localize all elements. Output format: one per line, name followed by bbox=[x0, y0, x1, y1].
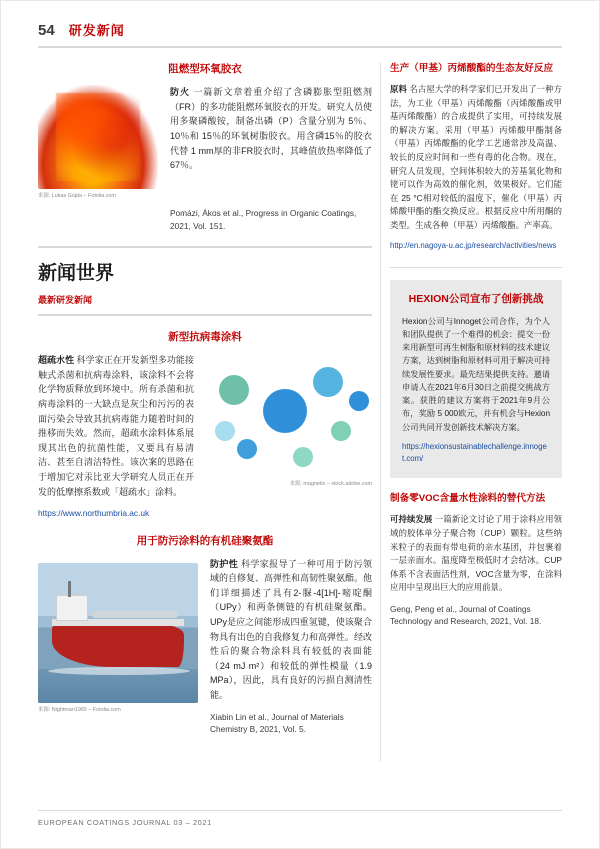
header-divider bbox=[38, 46, 562, 48]
article-body bbox=[390, 83, 562, 233]
virus-particle bbox=[349, 391, 369, 411]
article-source: Xiabin Lin et al., Journal of Materials Chemistry B, 2021, Vol. 5. bbox=[210, 711, 344, 734]
article-body bbox=[390, 513, 562, 595]
article-link[interactable]: https://www.northumbria.ac.uk bbox=[38, 508, 150, 519]
right-column bbox=[390, 62, 562, 644]
article-flame-retardant-gelcoat bbox=[38, 62, 372, 232]
article-body bbox=[210, 557, 372, 703]
article-silicone-polyurethane bbox=[38, 534, 372, 736]
ship-hull bbox=[52, 625, 184, 667]
virus-particle bbox=[215, 421, 235, 441]
box-body: Hexion公司与Innoget公司合作，为个人和团队提供了一个难得的机会：提交一份来用新型可再生树脂和原材料的技术建议方案，达到树脂和原材料可用于解决可持续发展性要求。最先结果提供支持。邀请申请人在2021年6月30日之前提交挑战方案。获胜的建议方案将于2021年9月公布，奖励 5 000欧元，并有机会与Hexion公司共同开发创新技术解决方案。 bbox=[402, 316, 550, 432]
virus-particle bbox=[237, 439, 257, 459]
right-column-divider bbox=[390, 267, 562, 268]
article-zero-voc-waterborne bbox=[390, 492, 562, 627]
article-body bbox=[38, 353, 194, 499]
box-title: HEXION公司宣布了创新挑战 bbox=[408, 293, 544, 306]
article-title: 制备零VOC含量水性涂料的替代方法 bbox=[390, 493, 546, 505]
section-title: 新闻世界 bbox=[38, 263, 115, 285]
image-credit: 来源: magnetix – stock.adobe.com bbox=[289, 481, 372, 488]
image-credit: 来源: Nightman1965 – Fotolia.com bbox=[38, 706, 121, 713]
hexion-challenge-box bbox=[390, 280, 562, 478]
box-link[interactable]: https://hexionsustainablechallenge.innoget.com/ bbox=[402, 442, 547, 463]
flame-image-wrap bbox=[38, 85, 158, 199]
virus-particle bbox=[293, 447, 313, 467]
bow-wave bbox=[48, 667, 190, 675]
article-title: 生产（甲基）丙烯酸酯的生态友好反应 bbox=[390, 63, 554, 74]
image-credit: 来源: Lukas Gojda – Fotolia.com bbox=[38, 193, 116, 200]
cargo-ship-photo bbox=[38, 563, 198, 703]
page-number: 54 bbox=[38, 22, 55, 39]
article-lead: 原料 bbox=[390, 83, 407, 94]
section-subtitle: 最新研发新闻 bbox=[38, 295, 93, 306]
ship-pipework bbox=[92, 611, 178, 618]
section-header-title: 研发新闻 bbox=[68, 23, 125, 38]
article-antiviral-coating bbox=[38, 330, 372, 519]
article-body-text: 科学家报导了一种可用于防污领域的自修复、高弹性和高韧性聚氨酯。他们详细描述了具有2-脲-4[1H]-嘧啶酮（UPy）和两条侧链的有机硅聚氨酯。UPy是应之间能形成四重氢键，使该聚合物具有出色的自我修复力和高弹性。经改性后的聚合物涂料具有较低的表面能（24 mJ m²）和较低的弹性模量（1.9 MPa），因此，具有良好的污损自测清性能。 bbox=[210, 558, 373, 700]
virus-particle bbox=[263, 389, 307, 433]
article-lead: 可持续发展 bbox=[390, 514, 433, 525]
article-body-text: 一篇新文章着重介绍了含磷膨胀型阻燃剂（FR）的多功能阻燃环氧胶衣的开发。研究人员使用多聚磷酸铵，制备出磷（P）含量分别为 5％、10％和 15％的环氧树脂胶衣。用含磷15％的胶衣代替 1 mm厚的非FR胶衣时，其峰值放热率降低了 67％。 bbox=[170, 87, 372, 171]
article-body bbox=[170, 85, 372, 172]
article-body-text: 科学家正在开发新型多功能接触式杀菌和抗病毒涂料，该涂料不会将化学物质释放到环境中。所有杀菌和抗病毒涂料的一大缺点是灰尘和污污的表面污染会导致其抗病毒能力随着时间的推移而失效。然而，超疏水涂料体系展现其出色的抗菌性能，又要具有易清洁、甚至自清洁特性。该次案的思路在于增加它对汞比亚大学研究人员正在开发的低摩擦系数或「超疏水」涂料。 bbox=[38, 355, 194, 497]
article-title: 阻燃型环氧胶衣 bbox=[168, 63, 242, 75]
page-header bbox=[38, 20, 125, 39]
article-body-text: 一篇新论文讨论了用于涂料应用领域的胶体单分子聚合物（CUP）颗粒。这些纳米粒子的表面有带电荷的亲水基团，并包裹着一层亲面水。温度降至极低时才会结冰。CUP体系不含表面活性剂，VOC含量为零，在涂料应用中呈现出巨大的应用前景。 bbox=[390, 514, 563, 593]
article-body-text: 名古屋大学的科学家们已开发出了一种方法，为工业（甲基）丙烯酸酯（丙烯酸酯或甲基丙烯酸酯）的合成提供了实用，可持续发展的解决方案。采用（甲基）丙烯酸甲酯制备（甲基）丙烯酸酯的化学工艺通常涉及高温、较长的反应时间和一些有毒的化合物。现在，研究人员发现，空间体积较大的芳基氧化物和铑可以作为高效的催化剂，效果极好。它们能在 25 °C相对较低的温度下，催化（甲基）丙烯酸甲酯的酯交换反应。根据反应中所用酮的类型。生成各种（甲基）丙烯酸酯。产率高。 bbox=[390, 83, 563, 230]
article-title: 用于防污涂料的有机硅聚氨酯 bbox=[136, 534, 274, 547]
article-title: 新型抗病毒涂料 bbox=[168, 331, 242, 344]
virus-particle bbox=[219, 375, 249, 405]
virus-particle bbox=[331, 421, 351, 441]
article-link[interactable]: http://en.nagoya-u.ac.jp/research/activities/news bbox=[390, 240, 557, 250]
article-lead: 防火 bbox=[170, 87, 190, 98]
column-divider bbox=[380, 62, 381, 762]
section-divider-bottom bbox=[38, 314, 372, 316]
article-lead: 防护性 bbox=[210, 558, 239, 569]
article-source: Geng, Peng et al., Journal of Coatings Technology and Research, 2021, Vol. 18. bbox=[390, 603, 542, 627]
left-column bbox=[38, 62, 372, 749]
flame-illustration bbox=[38, 85, 158, 189]
article-lead: 超疏水性 bbox=[38, 355, 75, 366]
virus-particle bbox=[313, 367, 343, 397]
virus-particles-illustration bbox=[209, 359, 369, 477]
footer-text: EUROPEAN COATINGS JOURNAL 03 – 2021 bbox=[38, 818, 212, 827]
section-divider-top bbox=[38, 246, 372, 248]
footer-divider bbox=[38, 810, 562, 811]
ship-superstructure bbox=[56, 595, 88, 621]
ship-mast bbox=[68, 581, 71, 597]
article-eco-friendly-acrylate bbox=[390, 62, 562, 251]
article-source: Pomázi, Ákos et al., Progress in Organic Coatings, 2021, Vol. 151. bbox=[170, 208, 357, 231]
